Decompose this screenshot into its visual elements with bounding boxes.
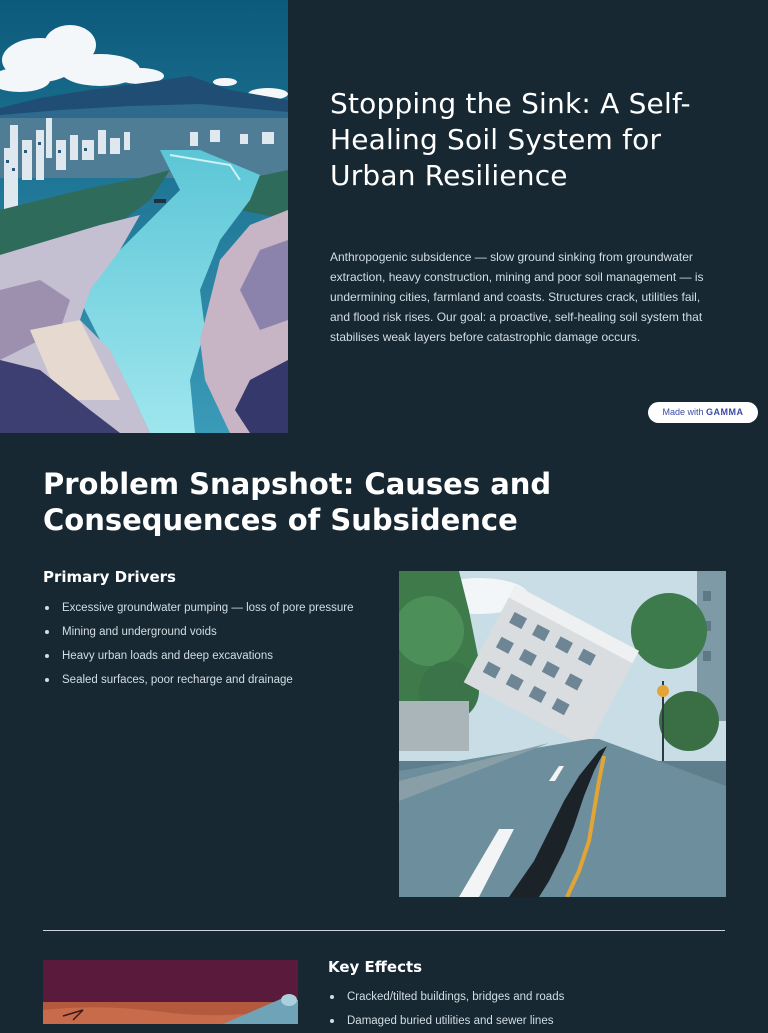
- list-item: Damaged buried utilities and sewer lines: [328, 1009, 708, 1033]
- made-with-gamma-badge[interactable]: [648, 402, 758, 423]
- list-item: Cracked/tilted buildings, bridges and roads: [328, 985, 708, 1009]
- damaged-pipe-illustration: [43, 960, 298, 1024]
- effects-heading: Key Effects: [328, 958, 423, 976]
- hero-illustration: [0, 0, 288, 433]
- badge-prefix: Made with: [662, 407, 704, 417]
- page-title: Stopping the Sink: A Self-Healing Soil System for Urban Resilience: [330, 87, 691, 192]
- gamma-logo: GAMMA: [706, 407, 744, 417]
- section-title: Problem Snapshot: Causes and Consequences of Subsidence: [43, 467, 552, 537]
- effects-list: [328, 985, 708, 1033]
- list-item: Excessive groundwater pumping — loss of pore pressure: [43, 596, 373, 620]
- intro-paragraph: Anthropogenic subsidence — slow ground sinking from groundwater extraction, heavy construction, mining and poor soil management — is undermining cities, farmland and coasts. Structures crack, utilities fail, and flood risk rises. Our goal: a proactive, self-healing soil system that stabilises weak layers before catastrophic damage occurs.: [330, 250, 704, 344]
- list-item: Heavy urban loads and deep excavations: [43, 644, 373, 668]
- list-item: Mining and underground voids: [43, 620, 373, 644]
- section-divider: [43, 930, 725, 931]
- drivers-heading: Primary Drivers: [43, 568, 176, 586]
- drivers-list: [43, 596, 373, 692]
- list-item: Sealed surfaces, poor recharge and drainage: [43, 668, 373, 692]
- tilted-building-illustration: [399, 571, 726, 897]
